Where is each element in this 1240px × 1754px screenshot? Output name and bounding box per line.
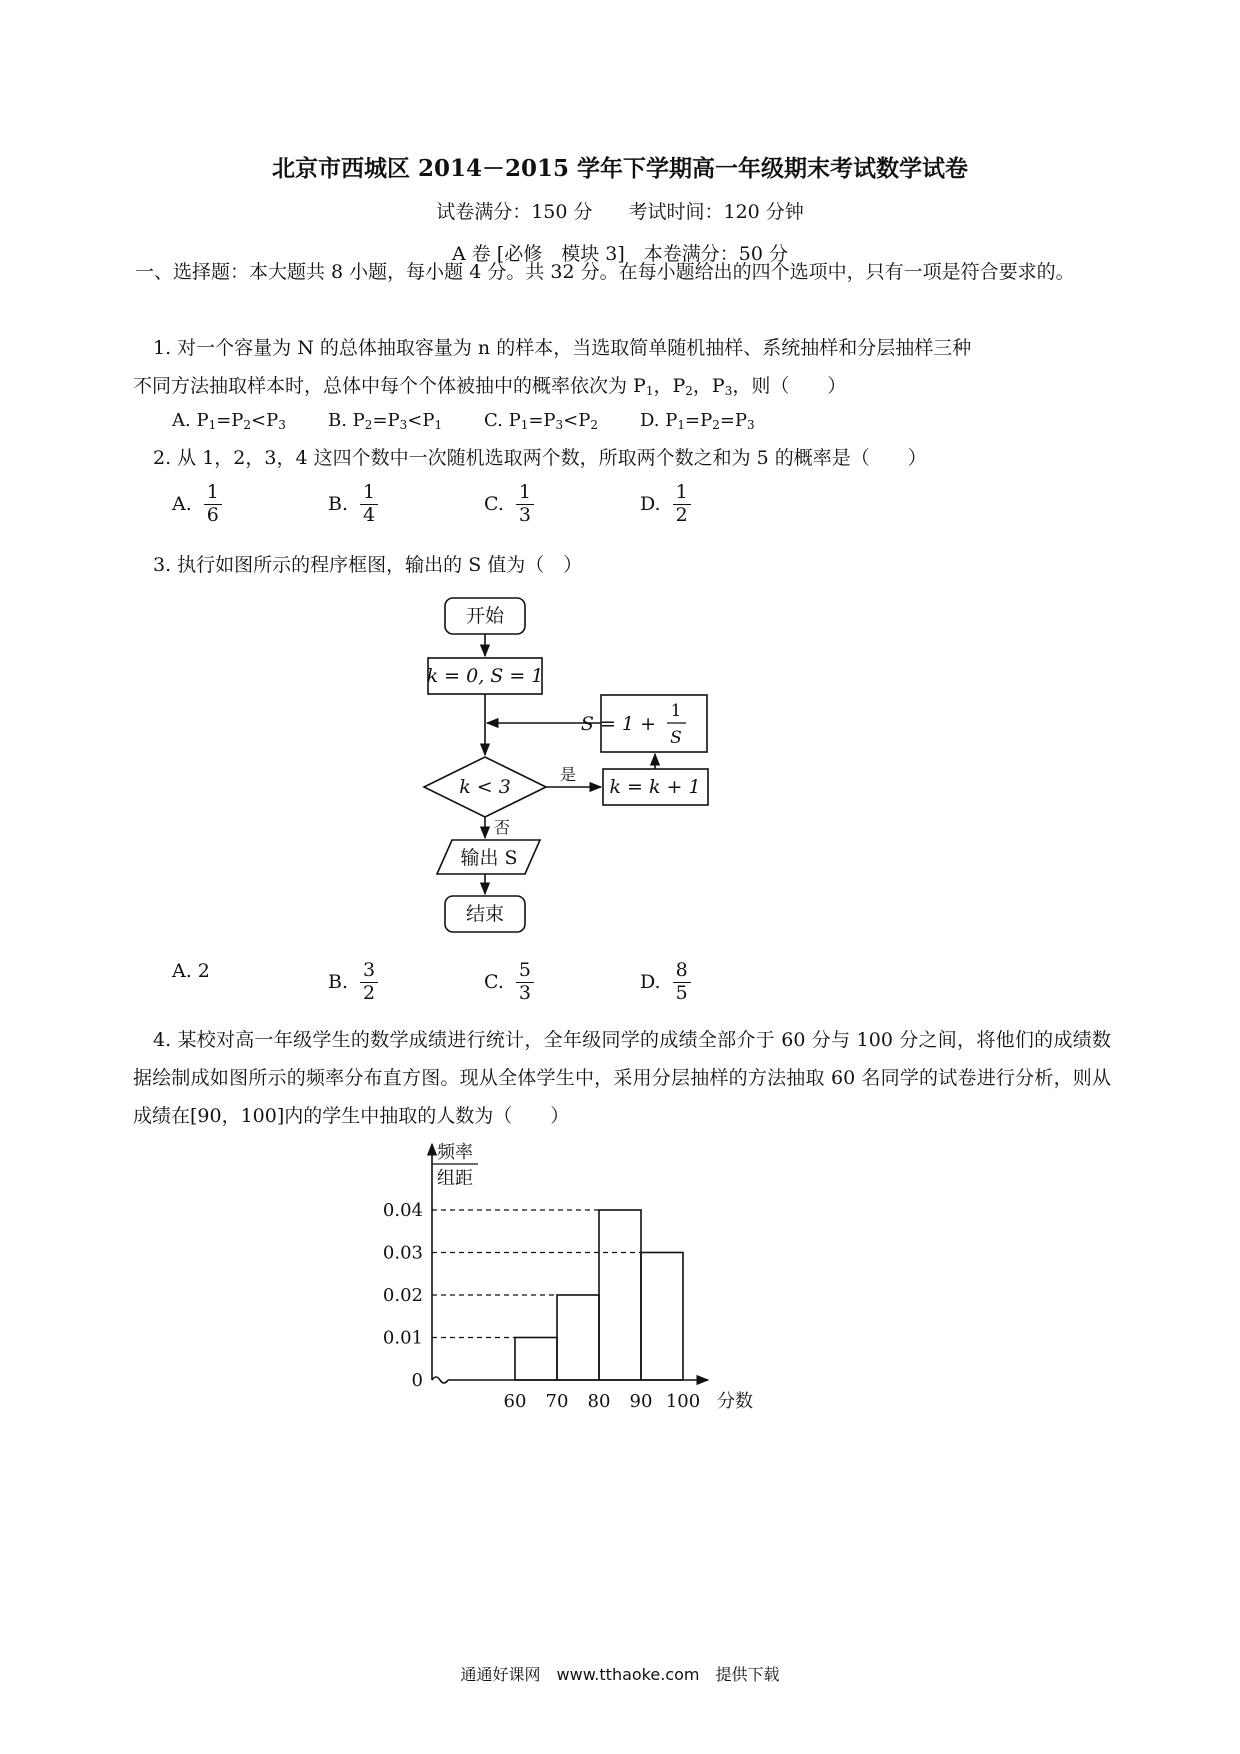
q3-stem: 3. 执行如图所示的程序框图，输出的 S 值为（ ） xyxy=(153,554,583,576)
q3-option-d[interactable]: D. $\frac{8}{5}$ xyxy=(640,960,691,1005)
condition-label: k < 3 xyxy=(459,776,511,798)
section-intro: 一、选择题：本大题共 8 小题，每小题 4 分。共 32 分。在每小题给出的四个选项中，只有一项是符合要求的。 xyxy=(135,261,1075,283)
y-tick-label: 0.02 xyxy=(382,1285,423,1306)
full-score: 试卷满分：150 分 xyxy=(436,201,593,223)
y-tick-label: 0 xyxy=(411,1370,423,1391)
histogram-bar xyxy=(557,1295,599,1380)
exam-title: 北京市西城区 2014－2015 学年下学期高一年级期末考试数学试卷 xyxy=(271,155,969,182)
q3-option-c[interactable]: C. $\frac{5}{3}$ xyxy=(484,960,534,1005)
ylabel-bottom: 组距 xyxy=(437,1168,473,1189)
histogram-bar xyxy=(641,1253,683,1381)
y-tick-label: 0.01 xyxy=(382,1327,423,1349)
frequency-histogram xyxy=(375,1130,775,1420)
footer-credit: 通通好课网 www.tthaoke.com 提供下载 xyxy=(460,1665,780,1684)
ylabel-top: 频率 xyxy=(437,1142,473,1163)
q3-option-b[interactable]: B. $\frac{3}{2}$ xyxy=(328,960,378,1005)
x-tick-label: 90 xyxy=(629,1391,653,1412)
q1-option-b[interactable]: B. $P_2=P_3<P_1$ xyxy=(328,410,443,432)
q1-stem-line1: 1. 对一个容量为 N 的总体抽取容量为 n 的样本，当选取简单随机抽样、系统抽样和分层抽样三种 xyxy=(153,337,972,359)
x-tick-label: 80 xyxy=(587,1391,611,1412)
increment-label: k = k + 1 xyxy=(609,776,701,798)
q1-option-d[interactable]: D. $P_1=P_2=P_3$ xyxy=(640,410,755,432)
q2-stem: 2. 从 1，2，3，4 这四个数中一次随机选取两个数，所取两个数之和为 5 的概率是（ ） xyxy=(153,447,927,469)
part-a-heading: A 卷 [必修 模块 3] 本卷满分：50 分 xyxy=(452,243,788,265)
q3-option-a[interactable]: A. 2 xyxy=(172,960,210,982)
y-tick-label: 0.03 xyxy=(382,1242,423,1264)
flowchart xyxy=(410,590,730,950)
update-prefix: S = 1 + xyxy=(580,713,656,735)
init-label: k = 0, S = 1 xyxy=(426,665,544,687)
q2-option-c[interactable]: C. $\frac{1}{3}$ xyxy=(484,482,534,527)
histogram-bar xyxy=(515,1338,557,1381)
start-label: 开始 xyxy=(465,605,505,627)
q1-option-a[interactable]: A. $P_1=P_2<P_3$ xyxy=(172,410,286,432)
x-tick-label: 70 xyxy=(545,1391,569,1412)
axis-break xyxy=(432,1377,448,1383)
y-tick-label: 0.04 xyxy=(382,1200,423,1221)
xlabel: 分数 xyxy=(717,1391,753,1412)
exam-time: 考试时间：120 分钟 xyxy=(628,201,804,223)
end-label: 结束 xyxy=(465,903,505,925)
yes-label: 是 xyxy=(559,765,577,784)
update-den: S xyxy=(670,728,682,748)
q2-option-d[interactable]: D. $\frac{1}{2}$ xyxy=(640,482,691,527)
histogram-bar xyxy=(599,1210,641,1380)
q2-option-b[interactable]: B. $\frac{1}{4}$ xyxy=(328,482,378,527)
output-label: 输出 S xyxy=(460,847,518,869)
x-tick-label: 100 xyxy=(665,1391,701,1412)
q1-stem-line2: 不同方法抽取样本时，总体中每个个体被抽中的概率依次为 $P_1$，$P_2$，$P_3$，则（ ） xyxy=(133,375,847,398)
q4-stem: 4. 某校对高一年级学生的数学成绩进行统计，全年级同学的成绩全部介于 60 分与 100 分之间，将他们的成绩数据绘制成如图所示的频率分布直方图。现从全体学生中，采用分层抽样的方法抽取 60 名同学的试卷进行分析，则从成绩在[90，100]内的学生中抽取的人数为（ ） xyxy=(133,1029,1111,1127)
update-num: 1 xyxy=(670,701,682,721)
exam-info xyxy=(0,197,1240,224)
q2-option-a[interactable]: A. $\frac{1}{6}$ xyxy=(172,482,222,527)
no-label: 否 xyxy=(493,818,511,837)
x-tick-label: 60 xyxy=(503,1391,527,1412)
q1-option-c[interactable]: C. $P_1=P_3<P_2$ xyxy=(484,410,599,432)
